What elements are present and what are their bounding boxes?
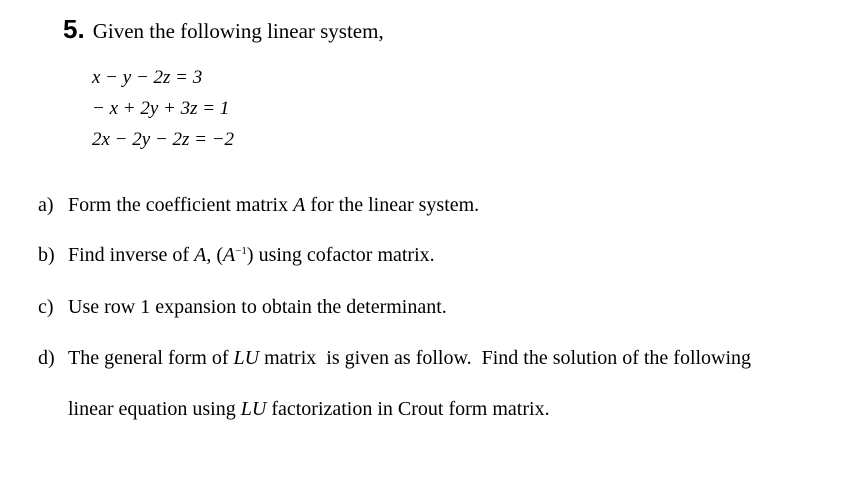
part-c-label: c) — [38, 296, 54, 318]
part-a-text-before: Form the coefficient matrix — [68, 194, 294, 216]
part-a — [38, 194, 479, 217]
part-d-text-after: matrix is given as follow. Find the solution of the following — [259, 347, 752, 369]
part-d-var: LU — [233, 347, 260, 369]
part-d-line2-before: linear equation using — [68, 398, 241, 420]
part-b-text-after: using cofactor matrix. — [253, 244, 435, 266]
part-d-text-before: The general form of — [68, 347, 234, 369]
part-d-line2-var: LU — [240, 398, 267, 420]
question-header — [63, 14, 384, 45]
part-b-inv-sup: −1 — [235, 245, 247, 257]
part-a-label: a) — [38, 194, 54, 216]
part-a-text-after: for the linear system. — [305, 194, 480, 216]
part-d-line2-after: factorization in Crout form matrix. — [266, 398, 550, 420]
part-b-var: A — [194, 244, 207, 266]
part-d-line-2 — [68, 398, 550, 421]
part-d — [38, 347, 751, 370]
part-c-text: Use row 1 expansion to obtain the determinant. — [68, 296, 447, 318]
part-b — [38, 244, 435, 267]
part-b-paren-open: ( — [216, 244, 223, 266]
part-a-var: A — [293, 194, 306, 216]
part-d-label: d) — [38, 347, 55, 369]
part-b-inv-var: A — [222, 244, 236, 266]
question-intro: Given the following linear system, — [92, 19, 384, 43]
part-b-text-before: Find inverse of — [68, 244, 195, 266]
equation-3: 2x − 2y − 2z = −2 — [92, 129, 235, 150]
equation-2: − x + 2y + 3z = 1 — [92, 98, 230, 119]
part-b-comma: , — [206, 244, 212, 266]
part-c — [38, 296, 447, 319]
part-b-paren-close: ) — [246, 244, 254, 266]
question-number: 5. — [63, 14, 85, 44]
part-b-label: b) — [38, 244, 55, 266]
equation-1: x − y − 2z = 3 — [92, 67, 203, 88]
